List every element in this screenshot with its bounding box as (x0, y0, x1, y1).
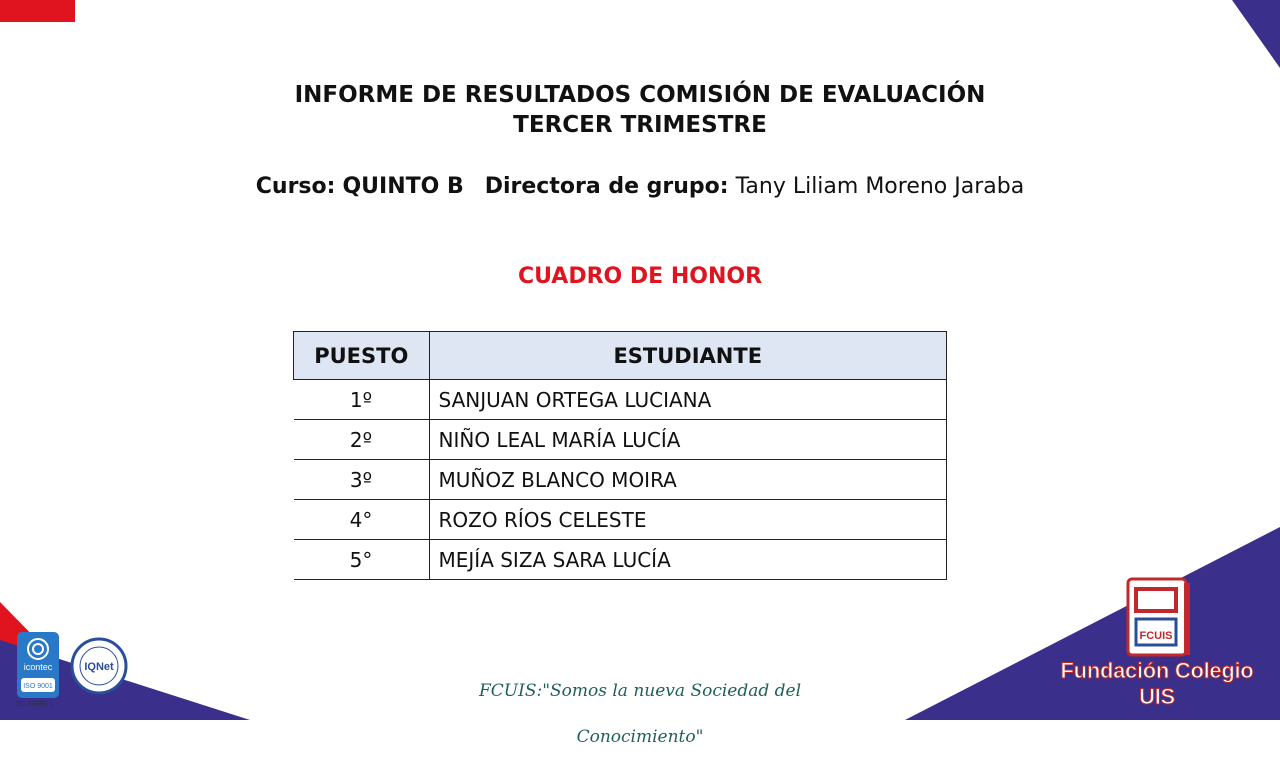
honor-roll-title: CUADRO DE HONOR (517, 264, 763, 289)
director-value: Tany Liliam Moreno Jaraba (735, 174, 1025, 199)
column-header-puesto: PUESTO (294, 332, 430, 380)
iqnet-label: IQNet (84, 661, 114, 673)
director-label: Directora de grupo: (484, 174, 729, 199)
honor-roll-table (293, 331, 947, 580)
top-left-red-corner (0, 0, 75, 22)
top-right-purple-corner (1232, 0, 1280, 68)
table-header-row (294, 332, 947, 380)
course-info (0, 172, 1280, 202)
rank-cell: 3º (294, 460, 430, 500)
icontec-label: icontec (23, 662, 53, 672)
rank-cell: 5° (294, 540, 430, 580)
school-brand-name: Fundación Colegio UIS (1060, 658, 1254, 709)
iso-code-label: SC 53883-1 (16, 701, 54, 708)
course-value: QUINTO B (342, 174, 464, 199)
icontec-certification-icon (17, 632, 59, 698)
student-cell: ROZO RÍOS CELESTE (429, 500, 947, 540)
table-row (294, 540, 947, 580)
student-cell: SANJUAN ORTEGA LUCIANA (429, 380, 947, 420)
school-slogan: FCUIS:"Somos la nueva Sociedad del Conocimiento" (478, 681, 802, 747)
rank-cell: 1º (294, 380, 430, 420)
table-row (294, 380, 947, 420)
fcuis-logo-icon (1126, 577, 1192, 659)
rank-cell: 2º (294, 420, 430, 460)
report-title: INFORME DE RESULTADOS COMISIÓN DE EVALUACIÓN (294, 82, 986, 108)
student-cell: MEJÍA SIZA SARA LUCÍA (429, 540, 947, 580)
rank-cell: 4° (294, 500, 430, 540)
table-row (294, 460, 947, 500)
table-row (294, 500, 947, 540)
logo-letters: FCUIS (1139, 630, 1173, 642)
column-header-estudiante: ESTUDIANTE (429, 332, 947, 380)
iqnet-certification-icon (70, 637, 128, 695)
course-label: Curso: (255, 174, 336, 199)
table-row (294, 420, 947, 460)
student-cell: NIÑO LEAL MARÍA LUCÍA (429, 420, 947, 460)
iso-label: ISO 9001 (23, 683, 53, 690)
report-subtitle: TERCER TRIMESTRE (513, 112, 767, 138)
student-cell: MUÑOZ BLANCO MOIRA (429, 460, 947, 500)
